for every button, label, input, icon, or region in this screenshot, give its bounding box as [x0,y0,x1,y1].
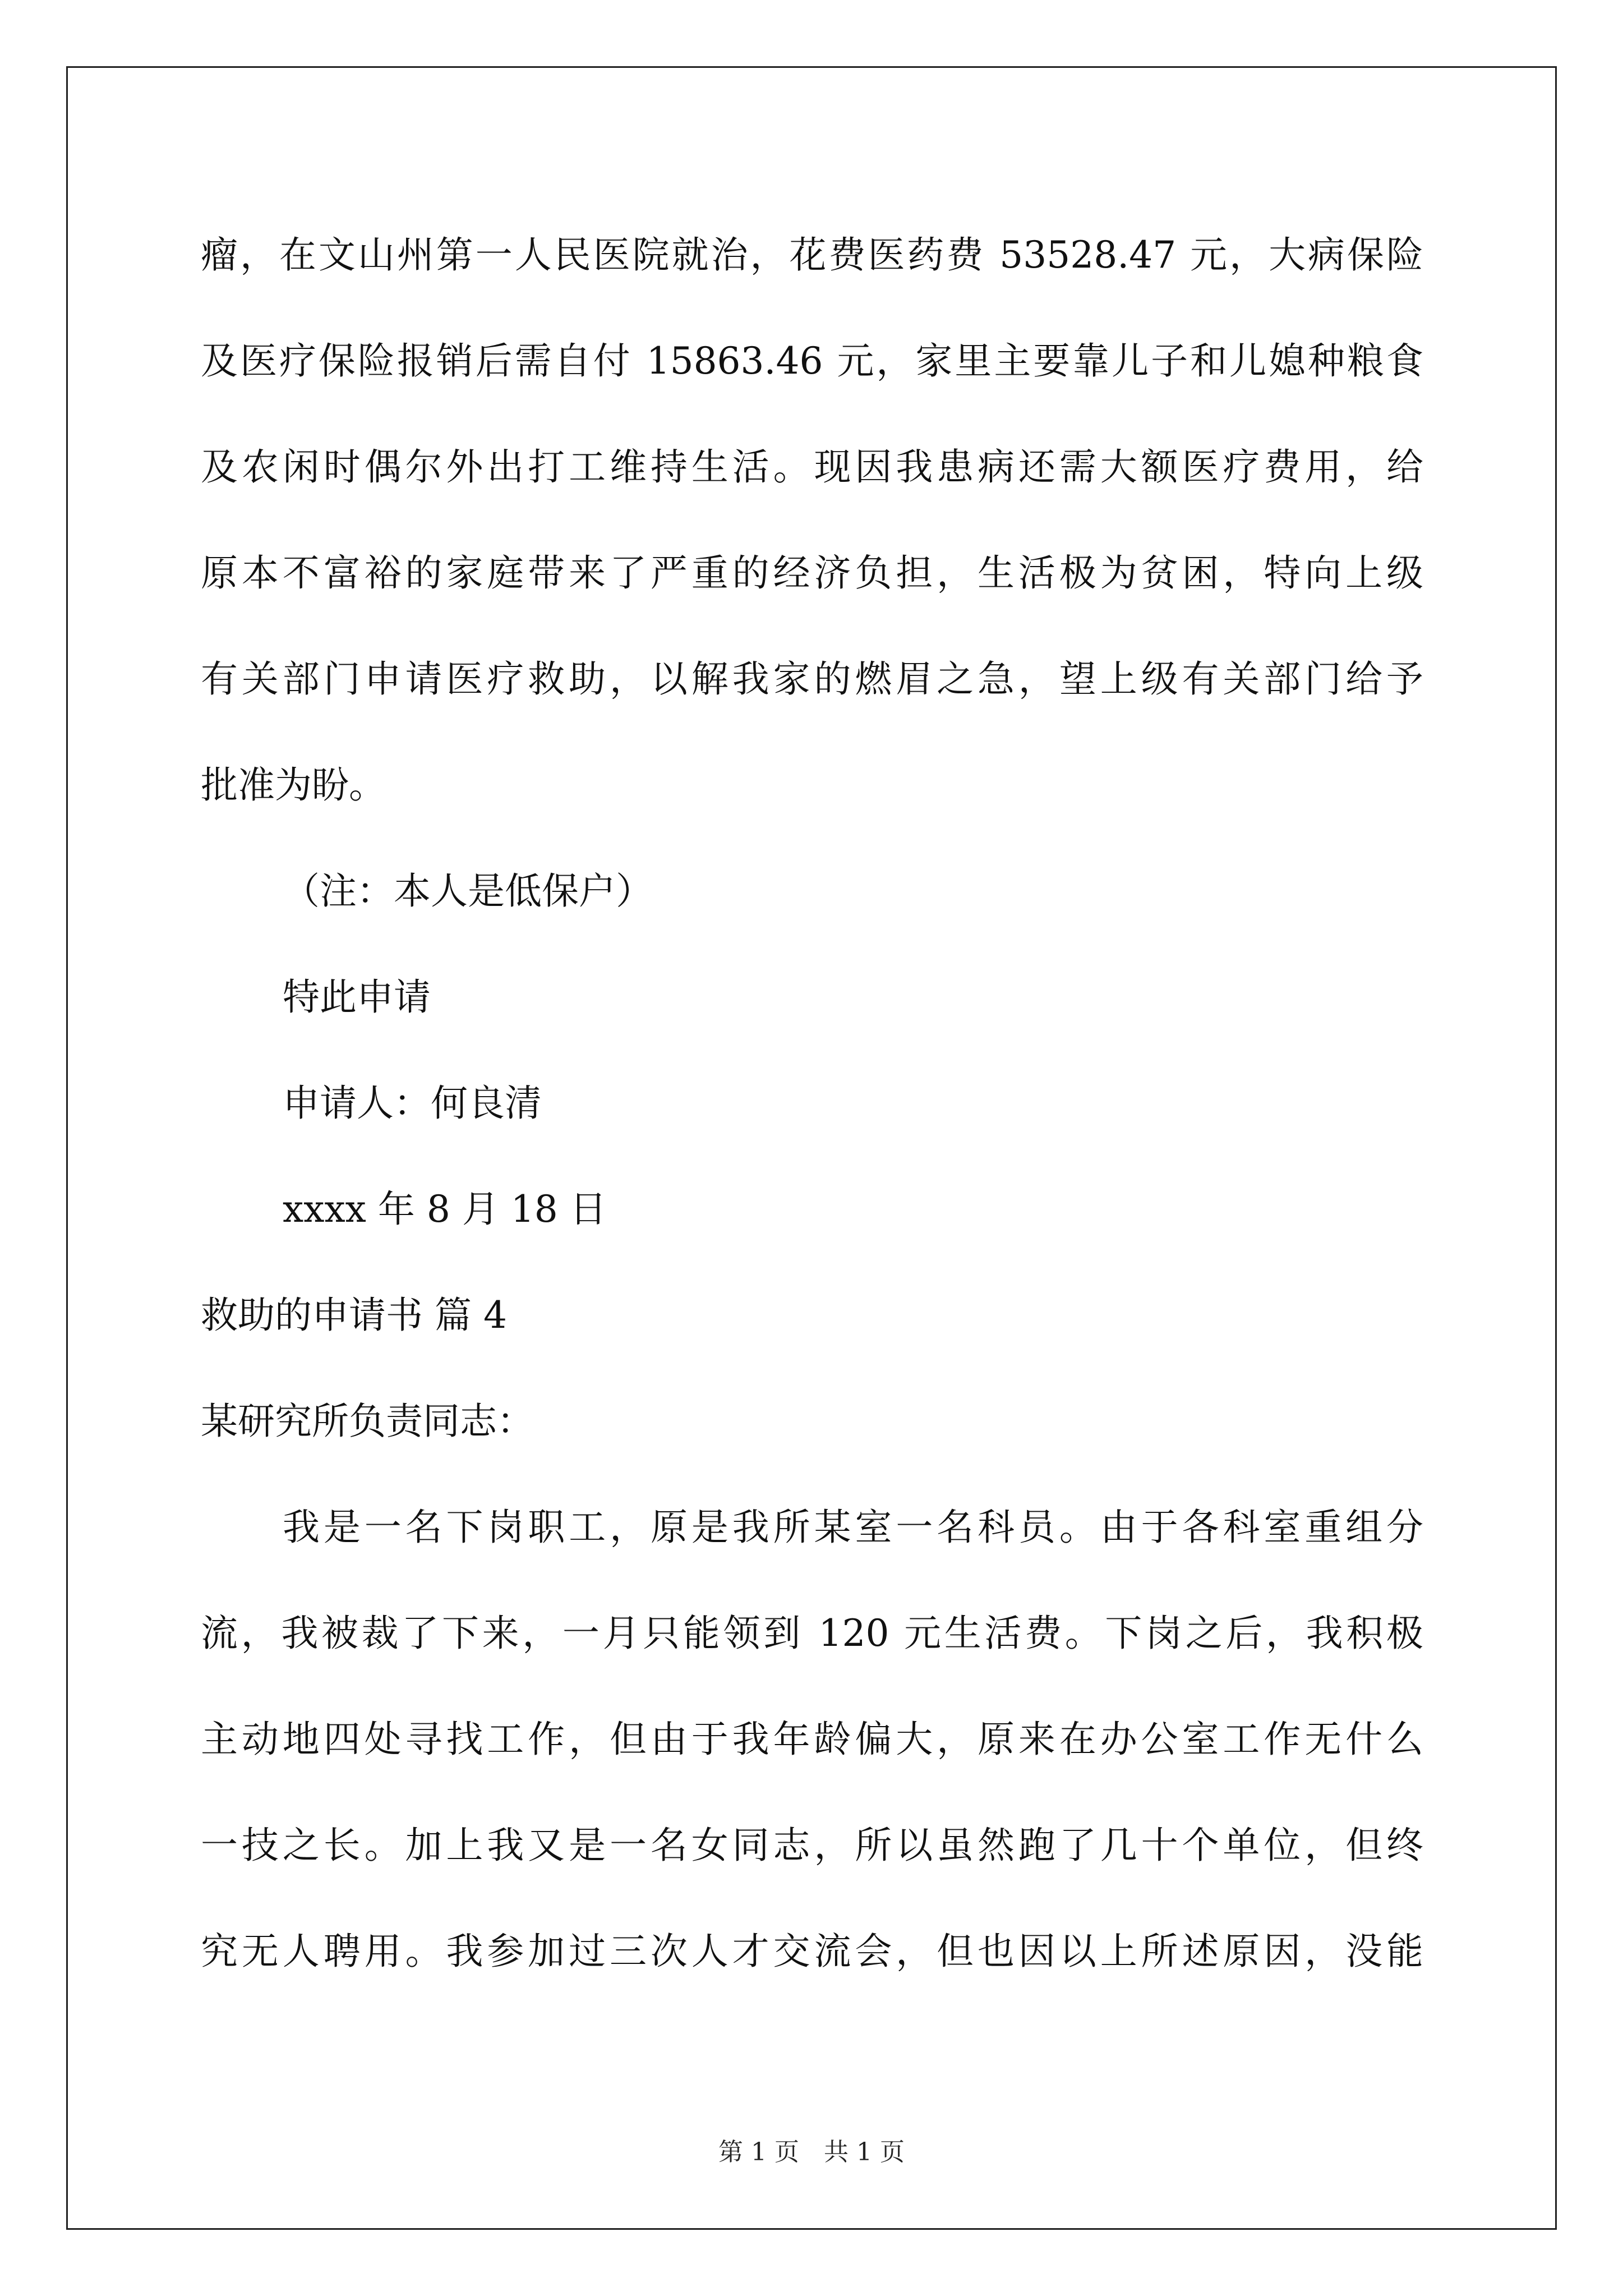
paragraph-line: 一技之长。加上我又是一名女同志，所以虽然跑了几十个单位，但终 [201,1824,1423,1867]
closing-line: 特此申请 [283,976,431,1019]
page-footer: 第 1 页 共 1 页 [718,2138,905,2166]
paragraph-line: 我是一名下岗职工，原是我所某室一名科员。由于各科室重组分 [283,1506,1423,1549]
paragraph-line: 有关部门申请医疗救助，以解我家的燃眉之急，望上级有关部门给予 [201,657,1423,701]
paragraph-line: 及农闲时偶尔外出打工维持生活。现因我患病还需大额医疗费用，给 [201,445,1423,489]
applicant-line: 申请人：何良清 [283,1082,542,1125]
paragraph-line: 究无人聘用。我参加过三次人才交流会，但也因以上所述原因，没能 [201,1930,1423,1973]
section-heading: 救助的申请书 篇 4 [201,1294,507,1337]
date-line: xxxx 年 8 月 18 日 [283,1188,607,1231]
note-line: （注：本人是低保户） [283,869,653,913]
salutation-line: 某研究所负责同志： [201,1400,534,1443]
paragraph-line: 瘤，在文山州第一人民医院就治，花费医药费 53528.47 元，大病保险 [201,233,1423,277]
paragraph-line: 及医疗保险报销后需自付 15863.46 元，家里主要靠儿子和儿媳种粮食 [201,339,1423,383]
paragraph-line: 主动地四处寻找工作，但由于我年龄偏大，原来在办公室工作无什么 [201,1718,1423,1761]
paragraph-line: 原本不富裕的家庭带来了严重的经济负担，生活极为贫困，特向上级 [201,551,1423,595]
paragraph-line: 流，我被裁了下来，一月只能领到 120 元生活费。下岗之后，我积极 [201,1612,1423,1655]
paragraph-line: 批准为盼。 [201,763,386,807]
document-body [201,202,1423,2004]
